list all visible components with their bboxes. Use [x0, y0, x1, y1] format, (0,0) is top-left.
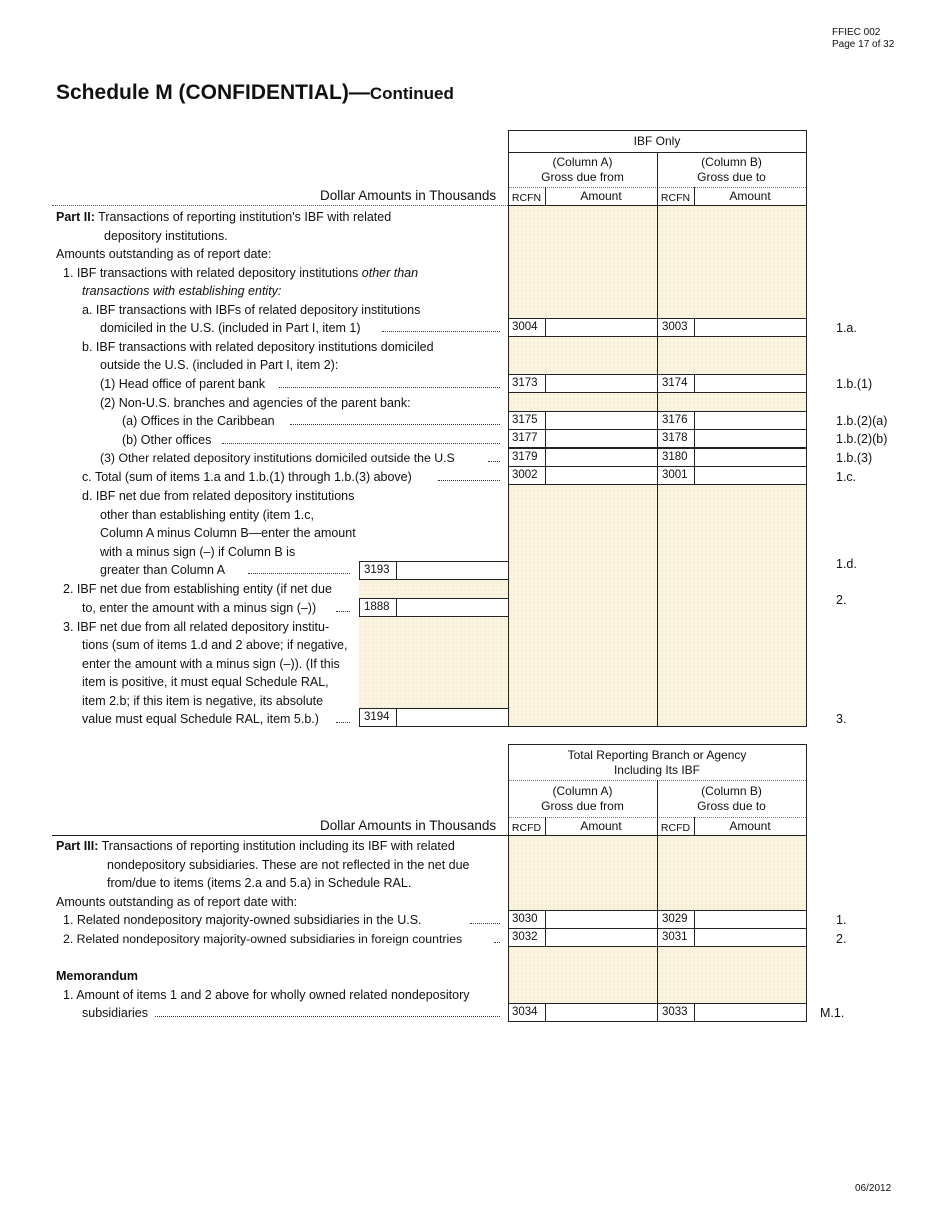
row-1b1-code-a: 3173 — [512, 377, 538, 389]
item-1b-label-cont: outside the U.S. (included in Part I, item 2): — [100, 358, 339, 372]
memo-1-label-cont: subsidiaries — [82, 1006, 149, 1020]
item-1b2a-label: (a) Offices in the Caribbean — [122, 414, 275, 428]
ref-2: 2. — [836, 593, 847, 607]
part3-code-prefix-a: RCFD — [511, 822, 542, 834]
item-1d-label-5: greater than Column A — [100, 563, 226, 577]
memo-row-1-amount-a[interactable] — [546, 1004, 656, 1021]
memo-row-1-code-b: 3033 — [662, 1006, 688, 1018]
ref-1d: 1.d. — [836, 557, 857, 571]
item-1-label-cont: transactions with establishing entity: — [82, 284, 282, 298]
p3-ref-1: 1. — [836, 913, 847, 927]
row-1b2b-code-b: 3178 — [662, 432, 688, 444]
row-1b3-code-a: 3179 — [512, 451, 538, 463]
row-1b2a-amount-a[interactable] — [546, 412, 656, 429]
row-1b2a-code-a: 3175 — [512, 414, 538, 426]
page-number: Page 17 of 32 — [832, 39, 895, 50]
p3-row-2-code-a: 3032 — [512, 931, 538, 943]
revision-date: 06/2012 — [855, 1183, 892, 1194]
page-title — [56, 80, 454, 107]
memo-heading: Memorandum — [56, 969, 138, 983]
item-3-label-2: tions (sum of items 1.d and 2 above; if negative, — [82, 638, 348, 652]
part2-amount-a: Amount — [580, 189, 622, 203]
item-1d-label-2: other than establishing entity (item 1.c, — [100, 508, 315, 522]
part2-outstanding: Amounts outstanding as of report date: — [56, 247, 272, 261]
p3-row-1-amount-b[interactable] — [695, 911, 805, 928]
p3-row-1-code-a: 3030 — [512, 913, 538, 925]
item-2-shade — [359, 580, 508, 599]
item-1a-label-cont: domiciled in the U.S. (included in Part I, item 1) — [100, 321, 361, 335]
part3-item-1-label: 1. Related nondepository majority-owned subsidiaries in the U.S. — [63, 913, 422, 927]
part3-heading-cont-2: from/due to items (items 2.a and 5.a) in Schedule RAL. — [107, 876, 412, 890]
item-1d-label: d. IBF net due from related depository institutions — [82, 489, 355, 503]
item-2-label: 2. IBF net due from establishing entity (if net due — [63, 582, 332, 596]
row-1b2a-code-b: 3176 — [662, 414, 688, 426]
part3-group-header-1: Total Reporting Branch or Agency — [567, 748, 747, 762]
item-1b2-label: (2) Non-U.S. branches and agencies of the parent bank: — [100, 396, 411, 410]
row-1b2a-amount-b[interactable] — [695, 412, 805, 429]
row-1c-code-a: 3002 — [512, 469, 538, 481]
item-1a-label: a. IBF transactions with IBFs of related depository institutions — [82, 303, 421, 317]
item-2-label-cont: to, enter the amount with a minus sign (–)) — [82, 601, 317, 615]
p3-row-2-amount-b[interactable] — [695, 929, 805, 946]
form-id: FFIEC 002 — [832, 27, 881, 38]
item-1b-label: b. IBF transactions with related depository institutions domiciled — [82, 340, 434, 354]
ref-1b2b: 1.b.(2)(b) — [836, 432, 888, 446]
ref-1b2a: 1.b.(2)(a) — [836, 414, 888, 428]
part3-heading: Part III: Transactions of reporting institution including its IBF with related — [56, 839, 455, 853]
part2-col-a-label: (Column A) — [552, 155, 613, 169]
p3-row-1-code-b: 3029 — [662, 913, 688, 925]
row-1a-amount-b[interactable] — [695, 319, 805, 336]
part3-col-b-label: (Column B) — [701, 784, 762, 798]
row-1c-amount-a[interactable] — [546, 467, 656, 484]
item-3-label-5: item 2.b; if this item is negative, its absolute — [82, 694, 324, 708]
ref-1b1: 1.b.(1) — [836, 377, 873, 391]
part3-heading-cont: nondepository subsidiaries. These are not reflected in the net due — [107, 858, 470, 872]
p3-row-2-code-b: 3031 — [662, 931, 688, 943]
item-3-label-6: value must equal Schedule RAL, item 5.b.) — [82, 712, 319, 726]
part2-heading-cont: depository institutions. — [104, 229, 228, 243]
part3-dollar-label: Dollar Amounts in Thousands — [320, 818, 497, 833]
ref-1b3: 1.b.(3) — [836, 451, 873, 465]
row-1b3-amount-b[interactable] — [695, 449, 805, 466]
row-2-code: 1888 — [364, 601, 390, 613]
part3-group-header-2: Including Its IBF — [613, 763, 701, 777]
part3-col-b-desc: Gross due to — [697, 799, 766, 813]
item-1c-label: c. Total (sum of items 1.a and 1.b.(1) through 1.b.(3) above) — [82, 470, 412, 484]
part3-amount-b: Amount — [729, 819, 771, 833]
item-3-shade — [359, 617, 508, 708]
memo-1-label: 1. Amount of items 1 and 2 above for wholly owned related nondepository — [63, 988, 470, 1002]
part2-col-b-label: (Column B) — [701, 155, 762, 169]
item-3-label-3: enter the amount with a minus sign (–)). (If this — [82, 657, 340, 671]
part2-amount-b: Amount — [729, 189, 771, 203]
part3-amount-a: Amount — [580, 819, 622, 833]
part3-col-a-label: (Column A) — [552, 784, 613, 798]
row-1a-code-a: 3004 — [512, 321, 538, 333]
row-1d-code: 3193 — [364, 564, 390, 576]
part2-code-prefix-a: RCFN — [511, 192, 542, 204]
row-1b2b-amount-b[interactable] — [695, 430, 805, 447]
title-continued: Continued — [369, 84, 454, 103]
ref-3: 3. — [836, 712, 847, 726]
p3-row-1-amount-a[interactable] — [546, 911, 656, 928]
part2-code-prefix-b: RCFN — [660, 192, 691, 204]
row-1a-amount-a[interactable] — [546, 319, 656, 336]
ref-1a: 1.a. — [836, 321, 857, 335]
row-1b1-amount-a[interactable] — [546, 375, 656, 392]
row-1c-code-b: 3001 — [662, 469, 688, 481]
p3-ref-2: 2. — [836, 932, 847, 946]
memo-row-1-code-a: 3034 — [512, 1006, 538, 1018]
part2-col-b-desc: Gross due to — [697, 170, 766, 184]
row-3-code: 3194 — [364, 711, 390, 723]
ref-1c: 1.c. — [836, 470, 857, 484]
row-1d-amount[interactable] — [397, 562, 507, 579]
row-1a-code-b: 3003 — [662, 321, 688, 333]
row-1b3-amount-a[interactable] — [546, 449, 656, 466]
part2-dollar-label: Dollar Amounts in Thousands — [320, 188, 497, 203]
title-main: Schedule M (CONFIDENTIAL)— — [56, 81, 370, 104]
row-1c-amount-b[interactable] — [695, 467, 805, 484]
p3-row-2-amount-a[interactable] — [546, 929, 656, 946]
row-1b2b-code-a: 3177 — [512, 432, 538, 444]
part3-code-prefix-b: RCFD — [660, 822, 691, 834]
memo-ref-1: M.1. — [820, 1006, 845, 1020]
item-1b3-label: (3) Other related depository institutions domiciled outside the U.S — [100, 451, 455, 465]
row-1b1-amount-b[interactable] — [695, 375, 805, 392]
part2-group-header: IBF Only — [633, 134, 681, 148]
item-3-label-4: item is positive, it must equal Schedule RAL, — [82, 675, 329, 689]
part2-heading: Part II: Transactions of reporting institution's IBF with related — [56, 210, 392, 224]
row-3-amount[interactable] — [397, 709, 507, 726]
row-1b1-code-b: 3174 — [662, 377, 688, 389]
item-1b2b-label: (b) Other offices — [122, 433, 212, 447]
item-1b1-label: (1) Head office of parent bank — [100, 377, 266, 391]
row-2-amount[interactable] — [397, 599, 507, 616]
part2-col-a-desc: Gross due from — [541, 170, 624, 184]
memo-row-1-amount-b[interactable] — [695, 1004, 805, 1021]
part3-outstanding: Amounts outstanding as of report date with: — [56, 895, 298, 909]
item-1d-label-4: with a minus sign (–) if Column B is — [100, 545, 296, 559]
item-1d-label-3: Column A minus Column B—enter the amount — [100, 526, 356, 540]
row-1b2b-amount-a[interactable] — [546, 430, 656, 447]
part3-col-a-desc: Gross due from — [541, 799, 624, 813]
row-1b3-code-b: 3180 — [662, 451, 688, 463]
item-3-label: 3. IBF net due from all related depository institu- — [63, 620, 330, 634]
part3-item-2-label: 2. Related nondepository majority-owned subsidiaries in foreign countries — [63, 932, 463, 946]
item-1-label: 1. IBF transactions with related depository institutions other than — [63, 266, 419, 280]
